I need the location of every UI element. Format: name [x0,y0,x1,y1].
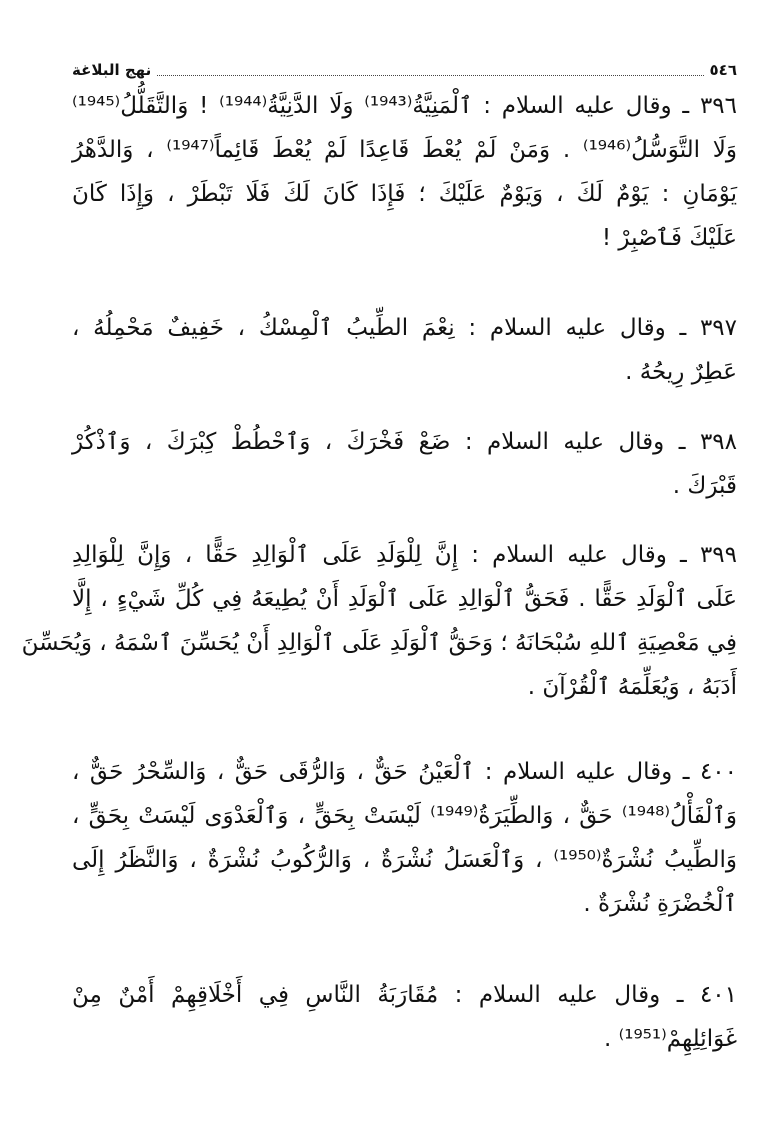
text-line: ٣٩٧ ـ وقال عليه السلام : نِعْمَ الطِّيبُ ٱلْمِسْكُ ، خَفِيفٌ مَحْمِلُهُ ، [72,315,737,341]
saying-397 [72,306,737,394]
text-line: وَٱلْفَأْلُ⁽¹⁹⁴⁸⁾ حَقٌّ ، وَالطِّيَرَةُ⁽¹⁹⁴⁹⁾ لَيْسَتْ بِحَقٍّ ، وَٱلْعَدْوَى لَيْسَتْ بِحَقٍّ ، [72,803,737,829]
text-line: ٣٩٩ ـ وقال عليه السلام : إِنَّ لِلْوَلَدِ عَلَى ٱلْوَالِدِ حَقًّا ، وَإِنَّ لِلْوَالِدِ [72,542,737,568]
running-header [72,58,737,82]
page-number: ٥٤٦ [709,61,737,79]
saying-400 [72,750,737,926]
saying-398 [72,420,737,508]
header-dotted-leader [157,65,703,76]
text-line: فِي مَعْصِيَةِ ٱللهِ سُبْحَانَهُ ؛ وَحَقُّ ٱلْوَلَدِ عَلَى ٱلْوَالِدِ أَنْ يُحَسِّنَ ٱسْمَهُ ، وَيُحَسِّنَ [21,630,737,656]
text-line: وَلَا التَّوَسُّلُ⁽¹⁹⁴⁶⁾ . وَمَنْ لَمْ يُعْطَ قَاعِدًا لَمْ يُعْطَ قَائِماً⁽¹⁹⁴⁷⁾ ، وَالدَّهْرُ [72,137,737,163]
text-line: ٱلْخُضْرَةِ نُشْرَةٌ . [583,891,737,917]
text-line: ٤٠١ ـ وقال عليه السلام : مُقَارَبَةُ النَّاسِ فِي أَخْلَاقِهِمْ أَمْنٌ مِنْ [72,982,737,1008]
text-line: ٤٠٠ ـ وقال عليه السلام : ٱلْعَيْنُ حَقٌّ ، وَالرُّقَى حَقٌّ ، وَالسِّحْرُ حَقٌّ ، [72,759,737,785]
saying-399 [21,533,737,709]
saying-401 [72,973,737,1061]
text-line: عَطِرٌ رِيحُهُ . [625,359,737,385]
saying-396 [72,84,737,260]
text-line: قَبْرَكَ . [672,473,737,499]
book-title: نهج البلاغة [72,61,152,79]
text-line: يَوْمَانِ : يَوْمٌ لَكَ ، وَيَوْمٌ عَلَيْكَ ؛ فَإِذَا كَانَ لَكَ فَلَا تَبْطَرْ ، وَإِذَا كَانَ [72,181,737,207]
text-line: غَوَائِلِهِمْ⁽¹⁹⁵¹⁾ . [603,1026,737,1052]
text-line: أَدَبَهُ ، وَيُعَلِّمَهُ ٱلْقُرْآنَ . [527,674,737,700]
text-line: وَالطِّيبُ نُشْرَةٌ⁽¹⁹⁵⁰⁾ ، وَٱلْعَسَلُ نُشْرَةٌ ، وَالرُّكُوبُ نُشْرَةٌ ، وَالنَّظَرُ إِلَى [72,847,737,873]
text-line: ٣٩٨ ـ وقال عليه السلام : ضَعْ فَخْرَكَ ، وَٱحْطُطْ كِبْرَكَ ، وَٱذْكُرْ [72,429,737,455]
text-line: عَلَيْكَ فَٱصْبِرْ ! [601,225,737,251]
text-line: ٣٩٦ ـ وقال عليه السلام : ٱلْمَنِيَّةُ⁽¹⁹⁴³⁾ وَلَا الدَّنِيَّةُ⁽¹⁹⁴⁴⁾ ! وَالتَّقَلُّلُ⁽¹⁹⁴⁵⁾ [72,93,737,119]
text-line: عَلَى ٱلْوَلَدِ حَقًّا . فَحَقُّ ٱلْوَالِدِ عَلَى ٱلْوَلَدِ أَنْ يُطِيعَهُ فِي كُلِّ شَيْءٍ ، إِلَّا [72,586,737,612]
